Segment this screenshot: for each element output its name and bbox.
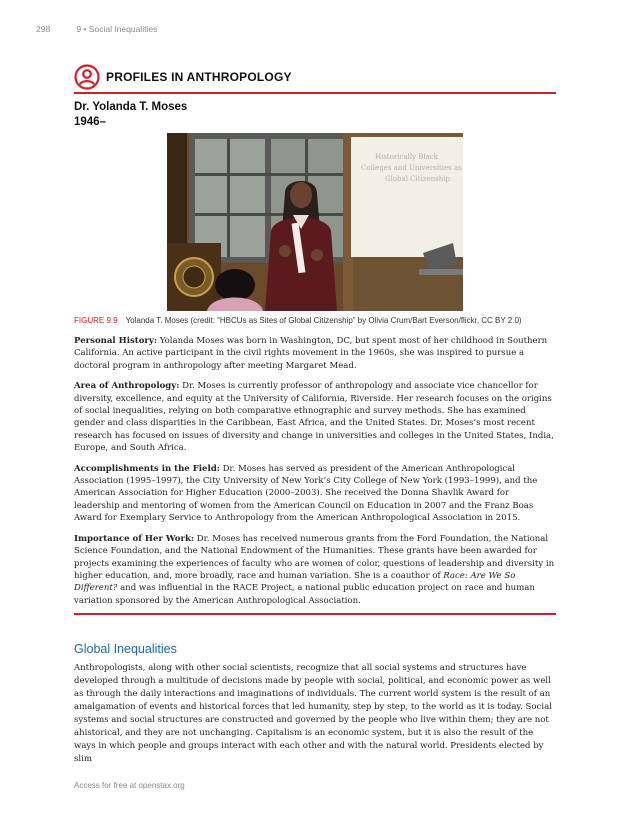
slide-line-2: Colleges and Universities as	[361, 164, 462, 172]
paragraph-lead: Area of Anthropology:	[74, 381, 180, 392]
profile-heading	[74, 62, 556, 94]
paragraph-text-after: and was influential in the RACE Project, a national public education project on race and human variation sponsored by the American Anthropological Association.	[74, 583, 535, 606]
book-title: Race: Are We So Different?	[74, 570, 516, 594]
figure-caption-text: Yolanda T. Moses (credit: “HBCUs as Sites of Global Citizenship” by Olivia Crum/Bart Everson/flickr, CC BY 2.0)	[125, 316, 522, 325]
section-title: Global Inequalities	[74, 642, 177, 656]
paragraph-lead: Importance of Her Work:	[74, 533, 195, 544]
profile-paragraph-accomplishments	[74, 463, 556, 525]
page-header	[36, 24, 157, 34]
figure-label: FIGURE 9.9	[74, 316, 118, 325]
figure-caption	[74, 314, 556, 327]
profile-title: PROFILES IN ANTHROPOLOGY	[106, 70, 292, 84]
paragraph-text: Dr. Moses has received numerous grants from the Ford Foundation, the National Science Foundation, and the National Endowment of the Humanities. These grants have been awarded for projects examining the experiences of faculty who are women of color, questions of leadership and diversity in higher education, and, more broadly, race and human variation. She is a coauthor of	[74, 533, 555, 581]
paragraph-text: Dr. Moses is currently professor of anthropology and associate vice chancellor for diversity, excellence, and equity at the University of California, Riverside. Her research focuses on the origins of social inequalities, relying on both comparative ethnographic and survey methods. She has examined gender and class disparities in the Caribbean, East Africa, and the United States. Dr. Moses’s most recent research has focused on issues of diversity and change in universities and colleges in the United States, India, Europe, and South Africa.	[74, 381, 554, 454]
slide-line-1: Historically Black	[375, 153, 439, 161]
profile-box	[74, 62, 556, 615]
slide-line-3: Global Citizenship	[385, 175, 450, 183]
profile-photo	[167, 133, 463, 311]
paragraph-text: Yolanda Moses was born in Washington, DC, but spent most of her childhood in Southern California. An active participant in the civil rights movement in the 1960s, she was inspired to pursue a doctoral program in anthropology after meeting Margaret Mead.	[74, 336, 548, 371]
profile-box-divider	[74, 613, 556, 615]
person-name: Dr. Yolanda T. Moses	[74, 101, 188, 113]
page-footer: Access for free at openstax.org	[74, 781, 185, 790]
profile-paragraph-importance	[74, 533, 556, 607]
paragraph-lead: Personal History:	[74, 336, 158, 346]
chapter-title: 9 • Social Inequalities	[76, 24, 158, 34]
person-icon	[74, 64, 100, 90]
section-body: Anthropologists, along with other social scientists, recognize that all social systems and structures have developed through a multitude of decisions made by people with social, political, and economic power as well as through the daily interactions and imaginations of individuals. The current world system is the result of an amalgamation of events and historical forces that led humanity, step by step, to the world as it is today. Social systems and social structures are constructed and governed by the people who live within them; they are not ahistorical, and they are not unchanging. Capitalism is an economic system, but it is also the result of the ways in which people and groups interact with each other and with the natural world. Presidents elected by slim	[74, 663, 552, 764]
person-years: 1946–	[74, 116, 106, 128]
paragraph-text: Dr. Moses has served as president of the American Anthropological Association (1995–1997), the City University of New York’s City College of New York (1993–1999), and the American Association for Higher Education (2000–2003). She received the Donna Shavlik Award for leadership and mentoring of women from the American Council on Education in 2007 and the Franz Boas Award for Exemplary Service to Anthropology from the American Anthropological Association in 2015.	[74, 463, 538, 524]
page-number: 298	[36, 24, 51, 34]
profile-paragraph-area	[74, 380, 556, 454]
profile-paragraph-personal-history	[74, 335, 556, 372]
paragraph-lead: Accomplishments in the Field:	[74, 463, 220, 474]
